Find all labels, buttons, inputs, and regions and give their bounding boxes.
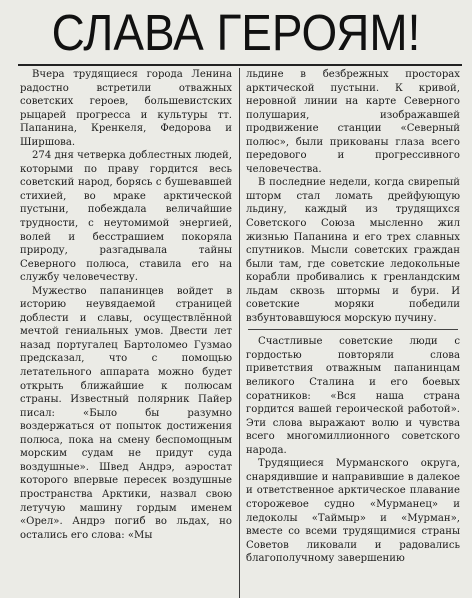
right-column [246,68,460,598]
headline-rule [18,64,462,66]
paragraph: 274 дня четверка доблестных людей, которыми по праву гордится весь советский народ, борясь с бушевавшей стихией, во мраке арктической пустыни, побеждала величайшие трудности, с неутомимой энергией, волей и бесстрашием покоряла природу, разгадывала тайны Северного полюса, ставила его на службу человечеству. [20,150,232,284]
left-column [20,68,232,598]
column-divider [239,68,240,598]
paragraph: Трудящиеся Мурманского округа, снарядившие и направившие в далекое и ответственное арктическое плавание сторожевое судно «Мурманец» и ледоколы «Таймыр» и «Мурман», вместе со всеми трудящимися страны Советов ликовали и радовались благополучному завершению [246,458,460,565]
section-divider [248,329,458,330]
paragraph: Мужество папанинцев войдет в историю неувядаемой страницей доблести и славы, осуществлённой мечтой гениальных умов. Двести лет назад португалец Бартоломео Гузмао предсказал, что с помощью летательного аппарата можно будет открыть ближайшие к полюсам страны. Известный полярник Пайер писал: «Было бы разумно воздержаться от попыток достижения полюса, пока на смену беспомощным морским судам не придут суда воздушные». Швед Андрэ, аэростат которого впервые пересек воздушные пространства Арктики, назвал свою летучую машину гордым именем «Орел». Андрэ погиб во льдах, но остались его слова: «Мы [20,285,232,541]
paragraph: Счастливые советские люди с гордостью повторяли слова приветствия отважным папанинцам великого Сталина и его боевых соратников: «Вся наша страна гордится вашей героической работой». Эти слова выражают волю и чувства всего многомиллионного советского народа. [246,336,460,456]
paragraph: В последние недели, когда свирепый шторм стал ломать дрейфующую льдину, каждый из трудящихся Советского Союза мысленно жил жизнью Папанина и его трех славных спутников. Мысли советских граждан были там, где советские ледокольные корабли пробивались к гренландским льдам сквозь штормы и бури. И советские моряки победили взбунтовавшуюся морскую пучину. [246,177,460,324]
paragraph: Вчера трудящиеся города Ленина радостно встретили отважных советских героев, большевистских рыцарей прогресса и культуры тт. Папанина, Кренкеля, Федорова и Ширшова. [20,69,232,148]
paragraph: льдине в безбрежных просторах арктической пустыни. К кривой, неровной линии на карте Северного полушария, изображавшей продвижение станции «Северный полюс», были прикованы глаза всего передового и прогрессивного человечества. [246,69,460,175]
headline: СЛАВА ГЕРОЯМ! [51,4,421,61]
